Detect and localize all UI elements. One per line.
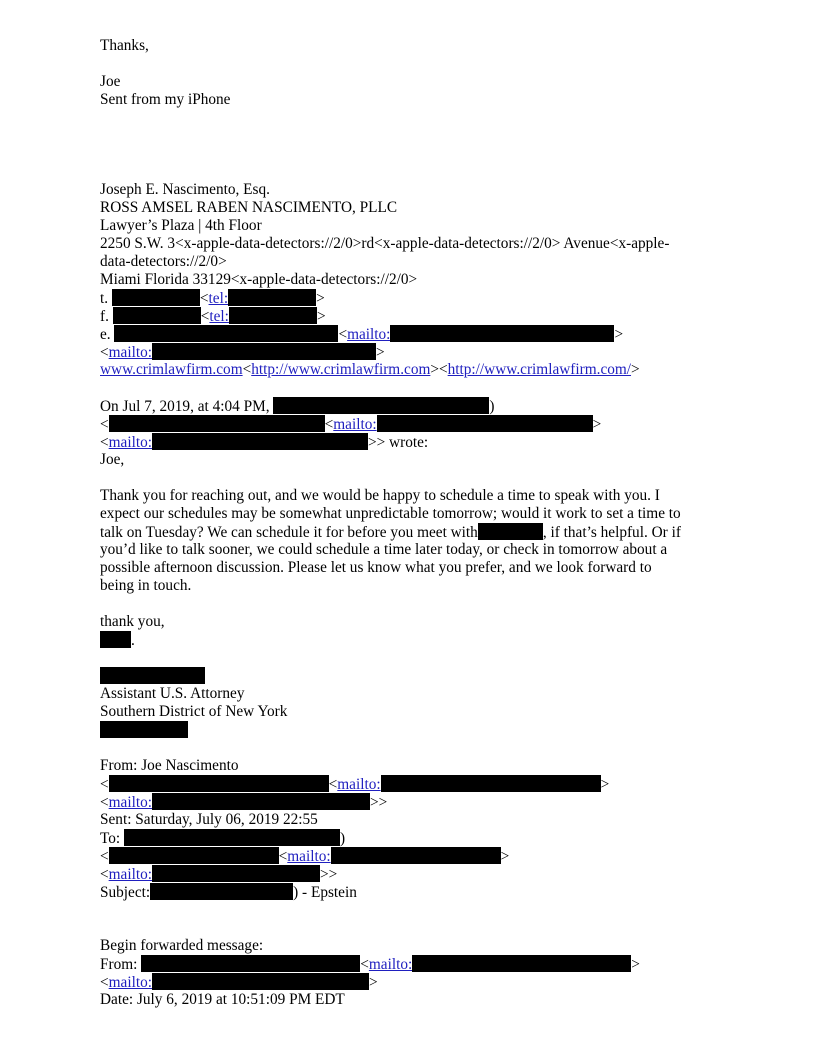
signer-contact-line <box>100 721 188 740</box>
signature-website-line <box>100 361 640 379</box>
angle-open: < <box>200 308 210 325</box>
double-angle-close: >> <box>369 794 388 811</box>
redaction-box <box>390 325 614 342</box>
angle-open: < <box>100 434 109 451</box>
subject-label: Subject: <box>100 884 151 901</box>
redaction-box <box>100 667 205 684</box>
signature-name: Joseph E. Nascimento, Esq. <box>100 181 270 198</box>
mailto-link[interactable]: mailto: <box>108 794 152 811</box>
sender-first-name: Joe <box>100 73 121 90</box>
redaction-box <box>152 865 320 882</box>
reply-body-text: , if that’s helpful. Or if <box>542 524 681 541</box>
period: . <box>131 632 135 649</box>
angle-close: > <box>316 290 325 307</box>
original-subject-line <box>100 883 357 902</box>
angle-close: > <box>631 956 640 973</box>
signature-address-line1: 2250 S.W. 3<x-apple-data-detectors://2/0>rd<x-apple-data-detectors://2/0> Avenue<x-apple- <box>100 235 670 252</box>
tel-link[interactable]: tel: <box>209 308 229 325</box>
angle-open: < <box>199 290 209 307</box>
redaction-box <box>112 289 200 306</box>
to-label: To: <box>100 830 121 847</box>
signature-email-line <box>100 325 623 344</box>
redaction-box <box>381 775 601 792</box>
reply-body-line: expect our schedules may be somewhat unpredictable tomorrow; would it work to set a time to <box>100 505 681 522</box>
website-link-http-slash[interactable]: http://www.crimlawfirm.com/ <box>447 361 632 378</box>
redaction-box <box>100 631 131 648</box>
forwarded-begin-line: Begin forwarded message: <box>100 937 264 954</box>
angle-close: > <box>592 416 602 433</box>
redaction-box <box>412 955 631 972</box>
redaction-box <box>273 397 489 414</box>
forwarded-from-line <box>100 955 640 974</box>
mailto-link[interactable]: mailto: <box>108 344 152 361</box>
redaction-box <box>478 523 543 540</box>
original-mailto-line <box>100 793 387 812</box>
reply-body-line: being in touch. <box>100 577 192 594</box>
signer-office: Southern District of New York <box>100 703 288 720</box>
angle-close: > <box>500 848 510 865</box>
redaction-box <box>109 775 329 792</box>
original-sent-line: Sent: Saturday, July 06, 2019 22:55 <box>100 811 318 828</box>
reply-greeting: Joe, <box>100 451 125 468</box>
signature-phone-line <box>100 289 325 308</box>
angle-open: < <box>100 776 109 793</box>
phone-prefix: t. <box>100 290 109 307</box>
angle-close: > <box>375 344 385 361</box>
original-to-address-line <box>100 847 509 866</box>
website-link[interactable]: www.crimlawfirm.com <box>100 361 243 378</box>
paren-close: ) <box>489 398 495 415</box>
reply-signer-line <box>100 631 135 650</box>
angle-close: > <box>614 326 624 343</box>
reply-address-line <box>100 415 601 434</box>
website-link-http[interactable]: http://www.crimlawfirm.com <box>251 361 431 378</box>
reply-body-line: possible afternoon discussion. Please let us know what you prefer, and we look forward to <box>100 559 652 576</box>
mailto-link[interactable]: mailto: <box>108 974 152 991</box>
redaction-box <box>152 433 368 450</box>
redaction-box <box>141 955 360 972</box>
reply-body-line: you’d like to talk sooner, we could schedule a time later today, or check in tomorrow about a <box>100 541 668 558</box>
wrote-text: >> wrote: <box>367 434 429 451</box>
angle-open: < <box>100 416 109 433</box>
mailto-link[interactable]: mailto: <box>333 416 377 433</box>
double-angle-close: >> <box>319 866 338 883</box>
angle-open: < <box>100 848 109 865</box>
reply-signer-name-line <box>100 667 205 686</box>
angle-close: > <box>631 361 640 378</box>
email-prefix: e. <box>100 326 111 343</box>
reply-on-prefix: On Jul 7, 2019, at 4:04 PM, <box>100 398 270 415</box>
redaction-box <box>150 883 293 900</box>
redaction-box <box>152 793 370 810</box>
reply-closing: thank you, <box>100 613 165 630</box>
redaction-box <box>113 307 201 324</box>
redaction-box <box>377 415 593 432</box>
reply-header-line <box>100 397 495 416</box>
reply-body-line: Thank you for reaching out, and we would be happy to schedule a time to speak with you. I <box>100 487 660 504</box>
tel-link[interactable]: tel: <box>208 290 229 307</box>
mailto-link[interactable]: mailto: <box>287 848 331 865</box>
redaction-box <box>109 847 279 864</box>
angle-open: < <box>100 866 109 883</box>
mailto-link[interactable]: mailto: <box>337 776 381 793</box>
angle-separator: >< <box>430 361 448 378</box>
forwarded-date-line: Date: July 6, 2019 at 10:51:09 PM EDT <box>100 991 345 1008</box>
angle-close: > <box>600 776 610 793</box>
original-to-line <box>100 829 345 848</box>
angle-open: < <box>100 344 109 361</box>
thanks-line: Thanks, <box>100 37 149 54</box>
reply-body-line <box>100 523 681 542</box>
redaction-box <box>229 307 317 324</box>
signature-address-line2: data-detectors://2/0> <box>100 253 227 270</box>
redaction-box <box>100 721 188 738</box>
redaction-box <box>114 325 338 342</box>
mailto-link[interactable]: mailto: <box>347 326 391 343</box>
redaction-box <box>152 343 376 360</box>
angle-open: < <box>100 794 109 811</box>
signature-mailto-line <box>100 343 385 362</box>
redaction-box <box>109 415 325 432</box>
mailto-link[interactable]: mailto: <box>108 434 152 451</box>
angle-close: > <box>316 308 326 325</box>
sent-from-line: Sent from my iPhone <box>100 91 231 108</box>
forwarded-mailto-line <box>100 973 378 992</box>
mailto-link[interactable]: mailto: <box>368 956 413 973</box>
original-to-mailto-line <box>100 865 337 884</box>
original-address-line <box>100 775 609 794</box>
redaction-box <box>124 829 340 846</box>
angle-close: > <box>368 974 378 991</box>
from-label: From: <box>100 956 138 973</box>
signer-title: Assistant U.S. Attorney <box>100 685 245 702</box>
redaction-box <box>228 289 316 306</box>
signature-firm: ROSS AMSEL RABEN NASCIMENTO, PLLC <box>100 199 398 216</box>
mailto-link[interactable]: mailto: <box>108 866 152 883</box>
redaction-box <box>152 973 369 990</box>
angle-open: < <box>338 326 348 343</box>
signature-fax-line <box>100 307 326 326</box>
angle-open: < <box>100 974 109 991</box>
signature-city-line: Miami Florida 33129<x-apple-data-detectors://2/0> <box>100 271 418 288</box>
reply-mailto-line <box>100 433 428 452</box>
angle-open: < <box>328 776 338 793</box>
angle-open: < <box>278 848 288 865</box>
angle-open: < <box>360 956 369 973</box>
original-from-line: From: Joe Nascimento <box>100 757 239 774</box>
signature-plaza: Lawyer’s Plaza | 4th Floor <box>100 217 262 234</box>
paren-close: ) <box>340 830 346 847</box>
angle-open: < <box>324 416 334 433</box>
redaction-box <box>331 847 501 864</box>
reply-body-text: talk on Tuesday? We can schedule it for before you meet with <box>100 524 478 541</box>
subject-text: ) - Epstein <box>293 884 357 901</box>
fax-prefix: f. <box>100 308 109 325</box>
angle-open: < <box>242 361 252 378</box>
